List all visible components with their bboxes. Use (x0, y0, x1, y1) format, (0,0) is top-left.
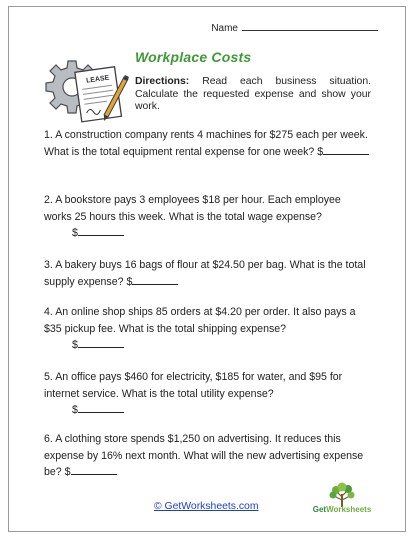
question-number: 6. (44, 433, 53, 445)
answer-blank[interactable] (78, 402, 124, 413)
question-text: A construction company rents 4 machines for $275 each per week. What is the total equipment rental expense for one week? $ (44, 129, 368, 158)
question-5 (44, 369, 370, 419)
question-number: 1. (44, 129, 53, 141)
question-1 (44, 127, 370, 160)
question-text: An office pays $460 for electricity, $185 for water, and $95 for internet service. What is the total utility expense? (44, 371, 343, 400)
answer-blank[interactable] (323, 144, 369, 155)
question-text: A clothing store spends $1,250 on advertising. It reduces this expense by 16% next month. What will the new advertising expense be? $ (44, 433, 364, 479)
answer-blank[interactable] (71, 464, 117, 475)
answer-blank[interactable] (78, 337, 124, 348)
question-text: A bakery buys 16 bags of flour at $24.50 per bag. What is the total supply expense? $ (44, 259, 366, 288)
getworksheets-link[interactable]: © GetWorksheets.com (154, 501, 259, 512)
lease-label: LEASE (85, 74, 110, 85)
getworksheets-logo (306, 482, 378, 524)
question-3 (44, 257, 370, 290)
question-number: 5. (44, 371, 53, 383)
logo-text (306, 505, 378, 514)
directions-text (135, 76, 371, 114)
name-label: Name (211, 23, 238, 34)
question-text: A bookstore pays 3 employees $18 per hour. Each employee works 25 hours this week. What is the total wage expense? (44, 194, 341, 223)
answer-prefix: $ (72, 339, 78, 352)
question-text: An online shop ships 85 orders at $4.20 per order. It also pays a $35 pickup fee. What is the total shipping expense? (44, 306, 356, 335)
directions-label: Directions: (135, 76, 190, 87)
worksheet-title: Workplace Costs (135, 49, 252, 65)
answer-blank[interactable] (78, 225, 124, 236)
logo-text-worksheets: Worksheets (326, 505, 372, 514)
question-4 (44, 304, 370, 354)
question-number: 4. (44, 306, 53, 318)
name-field[interactable] (211, 21, 378, 34)
answer-prefix: $ (72, 227, 78, 240)
lease-gear-icon (38, 57, 130, 123)
name-line[interactable] (242, 21, 378, 31)
logo-text-get: Get (312, 505, 327, 514)
question-2 (44, 192, 370, 242)
question-number: 3. (44, 259, 53, 271)
question-6 (44, 431, 370, 481)
question-number: 2. (44, 194, 53, 206)
answer-blank[interactable] (132, 274, 178, 285)
answer-prefix: $ (72, 404, 78, 417)
directions-body: Read each business situation. Calculate the requested expense and show your work. (135, 76, 371, 112)
